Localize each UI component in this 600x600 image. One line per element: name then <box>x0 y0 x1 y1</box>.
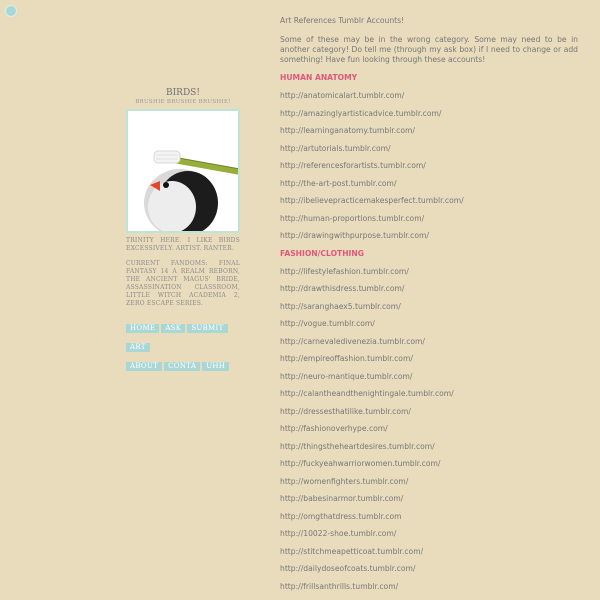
nav-uhh-button[interactable]: UHH <box>202 362 229 371</box>
link-item[interactable]: http://thingstheheartdesires.tumblr.com/ <box>280 441 435 451</box>
bio-line: TRINITY HERE. I LIKE BIRDS EXCESSIVELY. ARTIST. RANTER. <box>126 237 240 252</box>
link-item[interactable]: http://dressesthatilike.tumblr.com/ <box>280 406 411 416</box>
link-item[interactable]: http://lifestylefashion.tumblr.com/ <box>280 266 409 276</box>
bio <box>126 237 240 308</box>
corner-bubble-icon[interactable] <box>5 5 17 17</box>
link-item[interactable]: http://carnevaledivenezia.tumblr.com/ <box>280 336 425 346</box>
avatar <box>126 109 240 233</box>
link-item[interactable]: http://fashionoverhype.com/ <box>280 424 388 433</box>
link-item[interactable]: http://babesinarmor.tumblr.com/ <box>280 494 404 503</box>
blog-subtitle: BRUSHIE BRUSHIE BRUSHIE! <box>135 99 231 105</box>
link-item[interactable]: http://fuckyeahwarriorwomen.tumblr.com/ <box>280 459 441 468</box>
sidebar <box>126 88 240 372</box>
link-item[interactable]: http://10022-shoe.tumblr.com/ <box>280 529 397 538</box>
link-item[interactable]: http://omgthatdress.tumblr.com <box>280 511 402 521</box>
bio-fandoms: CURRENT FANDOMS: FINAL FANTASY 14 A REALM REBORN, THE ANCIENT MAGUS' BRIDE, ASSASSINATION CLASSROOM, LITTLE WITCH ACADEMIA 2, ZERO ESCAPE SERIES. <box>126 260 240 307</box>
post-title: Art References Tumblr Accounts! <box>280 16 405 25</box>
link-item[interactable]: http://calantheandthenightingale.tumblr.com/ <box>280 389 454 398</box>
link-item[interactable]: http://womenfighters.tumblr.com/ <box>280 476 409 486</box>
nav-submit-button[interactable]: SUBMIT <box>187 324 227 333</box>
link-item[interactable]: http://referencesforartists.tumblr.com/ <box>280 161 426 170</box>
link-item[interactable]: http://neuro-mantique.tumblr.com/ <box>280 371 413 381</box>
link-item[interactable]: http://anatomicalart.tumblr.com/ <box>280 91 405 100</box>
link-item[interactable]: http://drawingwithpurpose.tumblr.com/ <box>280 231 429 240</box>
section-heading-fashion-clothing: FASHION/CLOTHING <box>280 248 364 258</box>
link-item[interactable]: http://ibelievepracticemakesperfect.tumblr.com/ <box>280 196 464 205</box>
nav-contact-button[interactable]: CONTA <box>164 362 200 371</box>
post-content <box>280 15 578 599</box>
nav-menu <box>126 315 246 372</box>
nav-ask-button[interactable]: ASK <box>161 324 185 333</box>
nav-home-button[interactable]: HOME <box>126 324 159 333</box>
link-item[interactable]: http://stitchmeapetticoat.tumblr.com/ <box>280 546 424 556</box>
section-heading-human-anatomy: HUMAN ANATOMY <box>280 73 358 82</box>
link-item[interactable]: http://the-art-post.tumblr.com/ <box>280 178 397 188</box>
link-item[interactable]: http://empireoffashion.tumblr.com/ <box>280 354 413 363</box>
link-item[interactable]: http://amazinglyartisticadvice.tumblr.com/ <box>280 108 442 118</box>
link-item[interactable]: http://vogue.tumblr.com/ <box>280 319 375 328</box>
link-item[interactable]: http://artutorials.tumblr.com/ <box>280 143 391 153</box>
nav-art-button[interactable]: ART <box>126 343 150 352</box>
post-intro: Some of these may be in the wrong category. Some may need to be in another category! Do tell me (through my ask box) if I need to change or add something! Have fun looking through these accounts! <box>280 35 578 64</box>
link-item[interactable]: http://drawthisdress.tumblr.com/ <box>280 284 405 293</box>
blog-title[interactable]: BIRDS! <box>166 88 200 98</box>
nav-about-button[interactable]: ABOUT <box>126 362 162 371</box>
bird-toothbrush-image <box>128 111 238 231</box>
link-item[interactable]: http://human-proportions.tumblr.com/ <box>280 213 425 223</box>
link-item[interactable]: http://dailydoseofcoats.tumblr.com/ <box>280 564 416 573</box>
link-item[interactable]: http://frillsanthrills.tumblr.com/ <box>280 581 399 591</box>
link-item[interactable]: http://learninganatomy.tumblr.com/ <box>280 126 415 135</box>
link-item[interactable]: http://saranghaex5.tumblr.com/ <box>280 301 401 311</box>
